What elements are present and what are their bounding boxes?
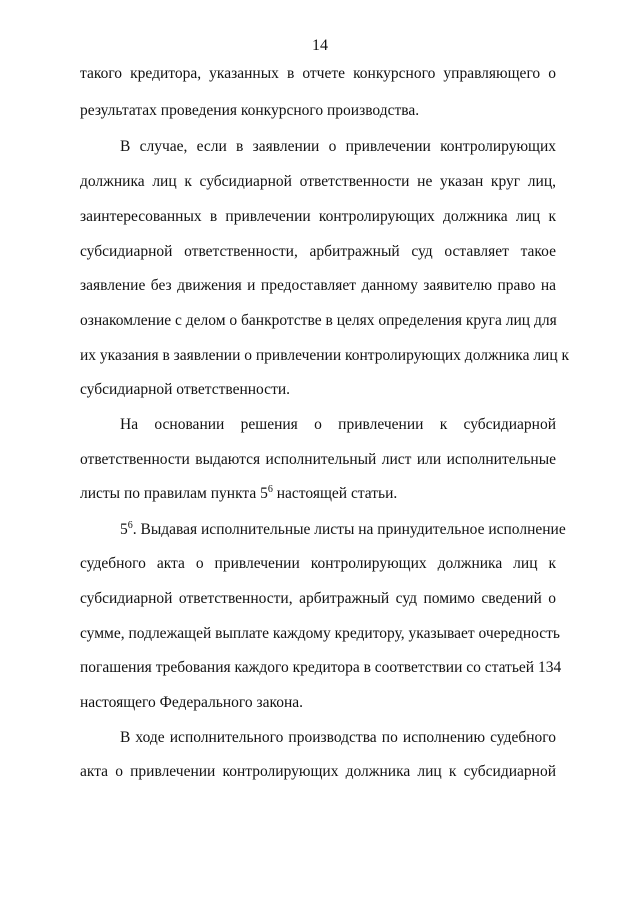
text-line: настоящего Федерального закона. bbox=[80, 694, 304, 711]
text-line: В случае, если в заявлении о привлечении контролирующих bbox=[120, 138, 556, 155]
text-line: заявление без движения и предоставляет данному заявителю право на bbox=[80, 277, 556, 294]
text-line: сумме, подлежащей выплате каждому кредитору, указывает очередность bbox=[80, 625, 560, 642]
superscript: 6 bbox=[127, 519, 133, 531]
text-line: ответственности выдаются исполнительный лист или исполнительные bbox=[80, 451, 556, 468]
text-line: На основании решения о привлечении к субсидиарной bbox=[120, 416, 556, 433]
text-run: 5 bbox=[120, 521, 128, 538]
text-line: субсидиарной ответственности, арбитражный суд оставляет такое bbox=[80, 243, 556, 260]
page-number: 14 bbox=[312, 37, 328, 54]
text-line: такого кредитора, указанных в отчете конкурсного управляющего о bbox=[80, 65, 556, 82]
text-line: В ходе исполнительного производства по исполнению судебного bbox=[120, 729, 556, 746]
text-run: листы по правилам пункта 5 bbox=[80, 485, 268, 502]
text-line: акта о привлечении контролирующих должника лиц к субсидиарной bbox=[80, 763, 556, 780]
text-line bbox=[120, 519, 566, 540]
text-run: . Выдавая исполнительные листы на принудительное исполнение bbox=[132, 521, 566, 538]
text-line: заинтересованных в привлечении контролирующих должника лиц к bbox=[80, 208, 556, 225]
text-line: ознакомление с делом о банкротстве в целях определения круга лиц для bbox=[80, 312, 557, 329]
text-line: субсидиарной ответственности. bbox=[80, 381, 291, 398]
text-run: настоящей статьи. bbox=[272, 485, 398, 502]
text-line: должника лиц к субсидиарной ответственности не указан круг лиц, bbox=[80, 173, 556, 190]
text-line: субсидиарной ответственности, арбитражный суд помимо сведений о bbox=[80, 590, 556, 607]
superscript: 6 bbox=[267, 483, 273, 495]
text-line: результатах проведения конкурсного производства. bbox=[80, 102, 420, 119]
text-line: их указания в заявлении о привлечении контролирующих должника лиц к bbox=[80, 347, 570, 364]
text-line bbox=[80, 484, 556, 504]
text-line: погашения требования каждого кредитора в соответствии со статьей 134 bbox=[80, 659, 562, 676]
text-line: судебного акта о привлечении контролирующих должника лиц к bbox=[80, 555, 556, 572]
